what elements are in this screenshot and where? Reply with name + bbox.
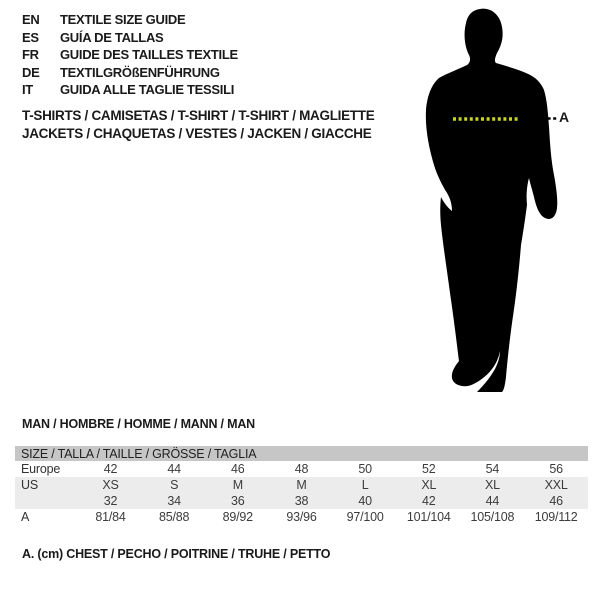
table-cell: 42 (397, 493, 461, 509)
category-tshirts: T-SHIRTS / CAMISETAS / T-SHIRT / T-SHIRT / MAGLIETTE (22, 108, 375, 123)
language-code: DE (22, 64, 40, 80)
garment-categories (22, 107, 374, 143)
table-cell: L (333, 477, 397, 493)
language-label: GUIDE DES TAILLES TEXTILE (60, 47, 238, 63)
language-list (22, 11, 238, 99)
category-jackets: JACKETS / CHAQUETAS / VESTES / JACKEN / GIACCHE (22, 126, 372, 141)
table-cell: 44 (461, 493, 525, 509)
table-cell: 44 (167, 462, 181, 476)
language-row-it (22, 81, 238, 99)
size-table-header: SIZE / TALLA / TAILLE / GRÖSSE / TAGLIA (15, 446, 588, 461)
table-cell: XL (461, 477, 525, 493)
row-label: US (15, 477, 79, 493)
table-cell: XS (79, 477, 143, 493)
table-cell: 48 (294, 462, 309, 476)
table-cell: 52 (422, 462, 436, 476)
row-label: Europe (21, 462, 61, 476)
table-cell: 56 (549, 462, 563, 476)
table-cell: 46 (524, 493, 588, 509)
table-cell: 109/112 (534, 510, 578, 524)
table-row-us (15, 477, 588, 493)
language-label: GUIDA ALLE TAGLIE TESSILI (60, 82, 235, 98)
table-cell: 81/84 (95, 510, 126, 524)
size-table-header-row (15, 446, 588, 461)
language-label: GUÍA DE TALLAS (60, 29, 164, 45)
table-cell: M (270, 477, 334, 493)
table-cell: 42 (103, 462, 118, 476)
table-row-europe (15, 461, 588, 477)
table-cell: 46 (231, 462, 245, 476)
language-label: TEXTILE SIZE GUIDE (60, 12, 186, 28)
table-cell: 34 (142, 493, 206, 509)
man-silhouette-figure (406, 5, 566, 395)
table-cell: 89/92 (222, 510, 253, 524)
table-cell: XXL (524, 477, 588, 493)
row-label (15, 493, 79, 509)
measurement-note: A. (cm) CHEST / PECHO / POITRINE / TRUHE / PETTO (22, 547, 331, 561)
language-code: IT (22, 82, 33, 98)
table-cell: 40 (333, 493, 397, 509)
table-cell: 36 (206, 493, 270, 509)
table-cell: S (142, 477, 206, 493)
language-code: FR (22, 47, 39, 63)
table-cell: 105/108 (470, 510, 515, 524)
table-cell: 85/88 (159, 510, 190, 524)
language-label: TEXTILGRÖßENFÜHRUNG (60, 64, 220, 80)
table-cell: XL (397, 477, 461, 493)
table-cell: 38 (270, 493, 334, 509)
table-cell: 93/96 (286, 510, 317, 524)
table-row-alt-size (15, 493, 588, 509)
size-table (15, 446, 588, 525)
language-row-fr (22, 46, 238, 64)
table-cell: 97/100 (346, 510, 384, 524)
table-row-chest-a (15, 509, 588, 525)
language-row-en (22, 11, 238, 29)
measure-label-a: A (559, 109, 570, 125)
language-code: ES (22, 29, 39, 45)
section-title-man: MAN / HOMBRE / HOMME / MANN / MAN (22, 417, 255, 431)
table-cell: 54 (485, 462, 500, 476)
table-cell: 101/104 (406, 510, 451, 524)
row-label: A (21, 510, 30, 524)
man-silhouette (426, 9, 557, 392)
language-code: EN (22, 12, 40, 28)
table-cell: 32 (79, 493, 143, 509)
table-cell: 50 (358, 462, 372, 476)
table-cell: M (206, 477, 270, 493)
language-row-es (22, 29, 238, 47)
language-row-de (22, 64, 238, 82)
